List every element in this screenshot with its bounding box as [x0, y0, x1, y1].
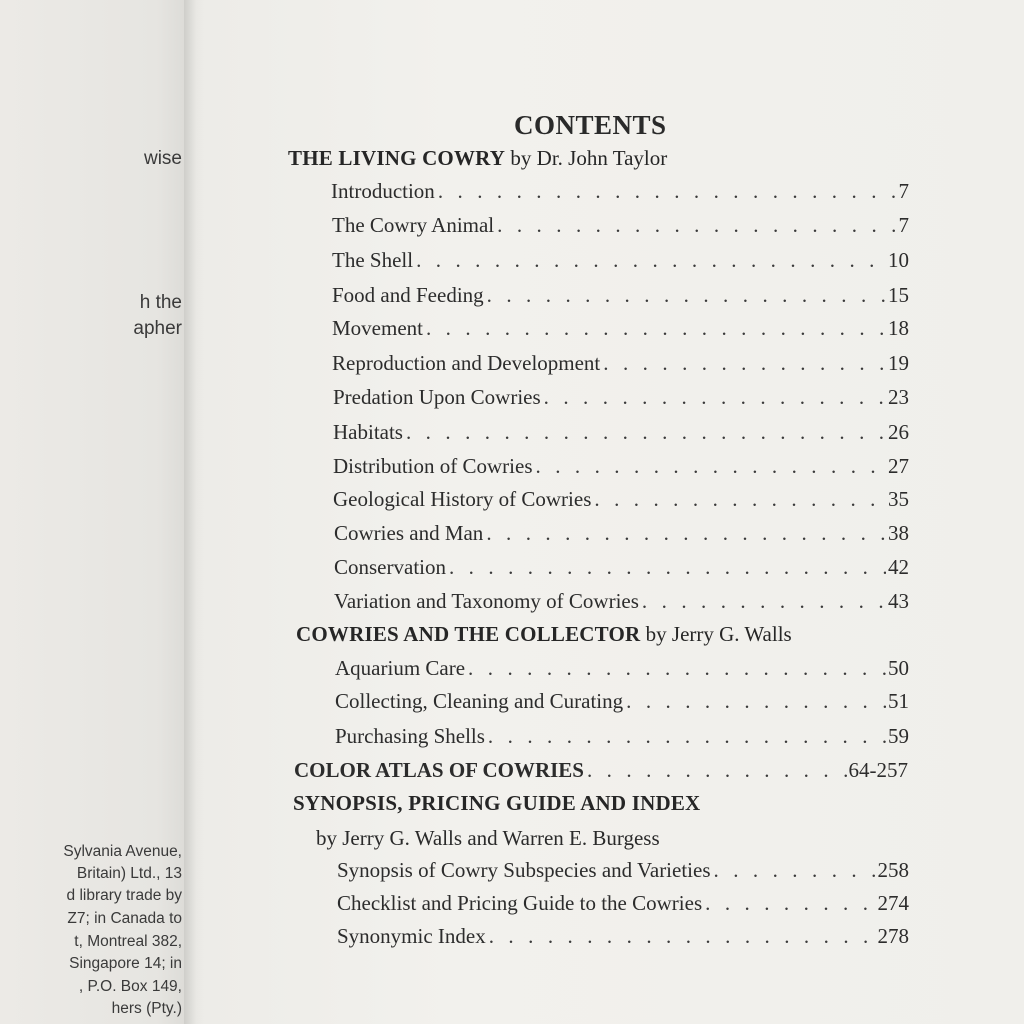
toc-entry-page: 50	[888, 656, 909, 680]
leader-dots	[626, 689, 886, 714]
left-page-fragment: apher	[133, 318, 182, 339]
part-title: SYNOPSIS, PRICING GUIDE AND INDEX	[293, 791, 701, 815]
toc-entry-label: Conservation	[334, 555, 446, 579]
leader-dots	[603, 351, 886, 376]
left-page	[0, 0, 196, 1024]
leader-dots	[426, 316, 886, 341]
part-author: by Jerry G. Walls and Warren E. Burgess	[316, 826, 660, 850]
toc-entry[interactable]	[332, 316, 909, 341]
toc-entry-page: 43	[888, 589, 909, 613]
leader-dots	[438, 179, 897, 204]
toc-entry[interactable]	[335, 656, 909, 681]
toc-entry-page: 258	[877, 858, 909, 882]
imprint-line: Singapore 14; in	[69, 955, 182, 972]
toc-entry-page: 23	[888, 385, 909, 409]
toc-entry-page: 274	[877, 891, 909, 915]
toc-entry[interactable]	[334, 521, 909, 546]
toc-entry-page: 15	[888, 283, 909, 307]
leader-dots	[587, 758, 847, 783]
leader-dots	[594, 487, 886, 512]
imprint-line: hers (Pty.)	[111, 1000, 182, 1017]
toc-entry-color-atlas[interactable]	[294, 758, 908, 783]
toc-entry-label: Movement	[332, 316, 423, 340]
toc-entry-label: The Shell	[332, 248, 414, 272]
toc-entry-page: 38	[888, 521, 909, 545]
part-author: by Dr. John Taylor	[510, 146, 668, 170]
leader-dots	[488, 724, 886, 749]
toc-entry-label: Reproduction and Development	[332, 351, 601, 375]
leader-dots	[536, 454, 887, 479]
toc-entry-label: COLOR ATLAS OF COWRIES	[294, 758, 584, 782]
toc-entry-page: 59	[888, 724, 909, 748]
leader-dots	[487, 283, 886, 308]
toc-entry-page: 278	[877, 924, 909, 948]
part-title: COWRIES AND THE COLLECTOR	[296, 622, 641, 646]
toc-entry-label: Cowries and Man	[334, 521, 484, 545]
toc-entry-page: 10	[888, 248, 909, 272]
toc-entry-label: The Cowry Animal	[332, 213, 495, 237]
leader-dots	[449, 555, 886, 580]
toc-entry-label: Synopsis of Cowry Subspecies and Varieties	[337, 858, 711, 882]
toc-entry-page: 18	[888, 316, 909, 340]
toc-entry-label: Geological History of Cowries	[333, 487, 592, 511]
toc-entry[interactable]	[337, 924, 909, 949]
toc-entry-page: 7	[898, 213, 909, 237]
imprint-line: , P.O. Box 149,	[78, 978, 182, 995]
leader-dots	[714, 858, 876, 883]
toc-entry[interactable]	[333, 487, 909, 512]
toc-entry-label: Synonymic Index	[337, 924, 486, 948]
toc-entry[interactable]	[333, 420, 909, 445]
toc-entry-page: 51	[888, 689, 909, 713]
leader-dots	[468, 656, 886, 681]
toc-entry-page: 64-257	[848, 758, 908, 782]
toc-entry[interactable]	[337, 858, 909, 883]
contents-title: CONTENTS	[514, 110, 667, 140]
toc-entry[interactable]	[334, 589, 909, 614]
toc-entry[interactable]	[332, 248, 909, 273]
leader-dots	[544, 385, 886, 410]
toc-entry-label: Predation Upon Cowries	[333, 385, 541, 409]
toc-entry-page: 19	[888, 351, 909, 375]
toc-entry-label: Purchasing Shells	[335, 724, 485, 748]
leader-dots	[497, 213, 896, 238]
imprint-line: Z7; in Canada to	[67, 910, 182, 927]
toc-entry[interactable]	[332, 213, 909, 238]
toc-entry[interactable]	[332, 351, 909, 376]
part-heading-living-cowry	[288, 146, 667, 171]
part-heading-synopsis	[293, 791, 700, 816]
part-heading-collector	[296, 622, 792, 647]
leader-dots	[489, 924, 876, 949]
toc-entry-page: 35	[888, 487, 909, 511]
imprint-line: Britain) Ltd., 13	[76, 865, 182, 882]
toc-entry-label: Distribution of Cowries	[333, 454, 533, 478]
toc-entry[interactable]	[333, 385, 909, 410]
toc-entry-label: Collecting, Cleaning and Curating	[335, 689, 624, 713]
toc-entry[interactable]	[337, 891, 909, 916]
leader-dots	[416, 248, 886, 273]
toc-entry-label: Habitats	[333, 420, 403, 444]
toc-entry-label: Variation and Taxonomy of Cowries	[334, 589, 639, 613]
toc-entry[interactable]	[335, 689, 909, 714]
leader-dots	[486, 521, 886, 546]
toc-entry[interactable]	[334, 555, 909, 580]
leader-dots	[705, 891, 875, 916]
part-author: by Jerry G. Walls	[645, 622, 792, 646]
toc-entry-label: Aquarium Care	[335, 656, 466, 680]
toc-entry-page: 42	[888, 555, 909, 579]
imprint-line: d library trade by	[66, 887, 182, 904]
toc-entry-label: Food and Feeding	[332, 283, 484, 307]
part-title: THE LIVING COWRY	[288, 146, 506, 170]
toc-entry[interactable]	[333, 454, 909, 479]
imprint-line: Sylvania Avenue,	[63, 843, 182, 860]
toc-entry[interactable]	[331, 179, 909, 204]
toc-entry[interactable]	[332, 283, 909, 308]
imprint-line: t, Montreal 382,	[74, 933, 182, 950]
leader-dots	[642, 589, 886, 614]
left-page-fragment: wise	[143, 148, 182, 169]
leader-dots	[406, 420, 886, 445]
left-page-fragment: h the	[139, 292, 182, 313]
toc-entry-label: Checklist and Pricing Guide to the Cowries	[337, 891, 703, 915]
toc-entry[interactable]	[335, 724, 909, 749]
toc-entry-page: 27	[888, 454, 909, 478]
toc-entry-page: 26	[888, 420, 909, 444]
toc-entry-page: 7	[898, 179, 909, 203]
toc-entry-label: Introduction	[331, 179, 435, 203]
